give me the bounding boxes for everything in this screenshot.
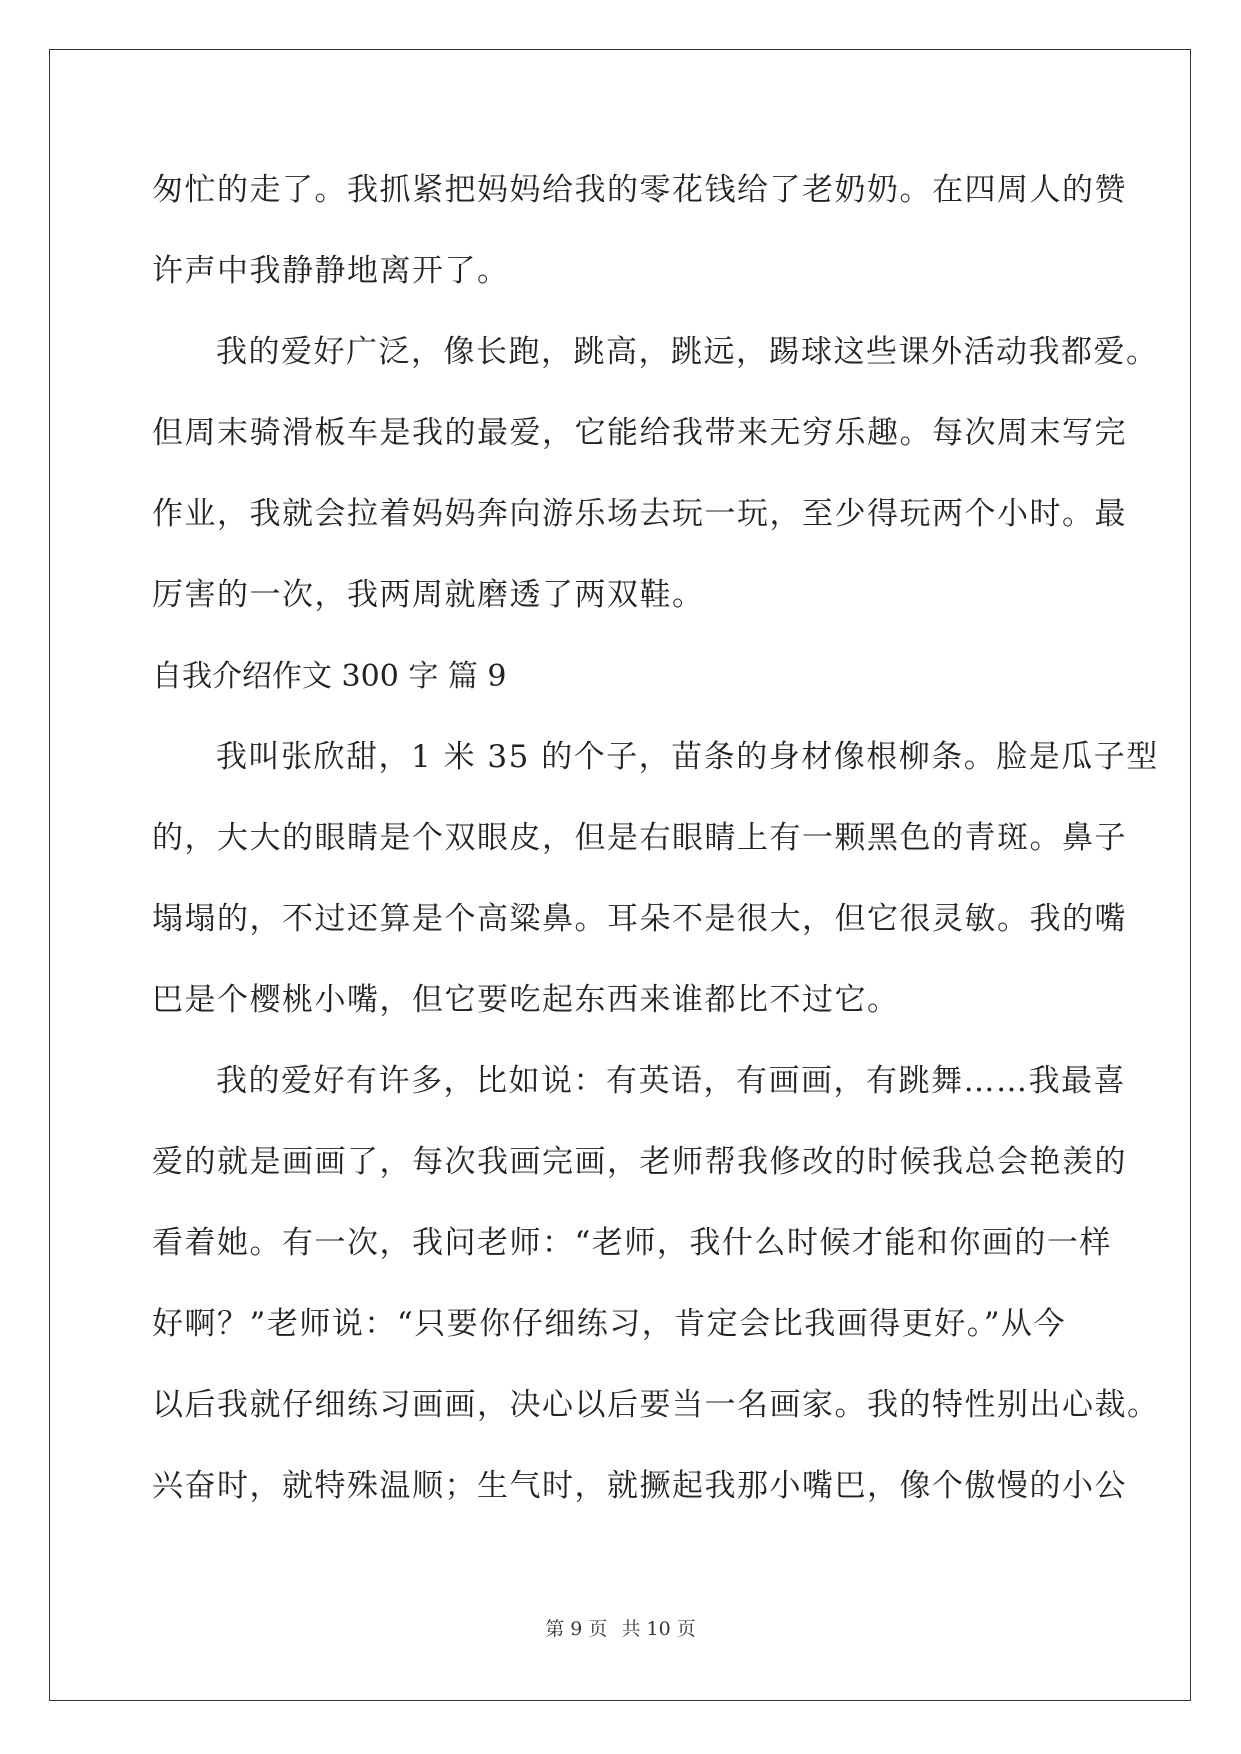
text-line: 我的爱好有许多，比如说：有英语，有画画，有跳舞……我最喜 bbox=[216, 1063, 1126, 1099]
text-line: 厉害的一次，我两周就磨透了两双鞋。 bbox=[152, 577, 705, 613]
text-line: 作业，我就会拉着妈妈奔向游乐场去玩一玩，至少得玩两个小时。最 bbox=[152, 496, 1127, 532]
text-line: 以后我就仔细练习画画，决心以后要当一名画家。我的特性别出心裁。 bbox=[152, 1387, 1160, 1423]
page-footer bbox=[0, 1614, 1241, 1641]
paragraph bbox=[152, 150, 1127, 312]
paragraph bbox=[152, 312, 1159, 636]
text-line: 但周末骑滑板车是我的最爱，它能给我带来无穷乐趣。每次周末写完 bbox=[152, 415, 1127, 451]
text-line: 兴奋时，就特殊温顺；生气时，就撅起我那小嘴巴，像个傲慢的小公 bbox=[152, 1468, 1127, 1504]
page-total: 共 10 页 bbox=[621, 1618, 696, 1640]
text-line: 巴是个樱桃小嘴，但它要吃起东西来谁都比不过它。 bbox=[152, 982, 900, 1018]
text-line: 许声中我静静地离开了。 bbox=[152, 253, 510, 289]
text-line: 塌塌的，不过还算是个高粱鼻。耳朵不是很大，但它很灵敏。我的嘴 bbox=[152, 901, 1127, 937]
text-line: 我叫张欣甜，1 米 35 的个子，苗条的身材像根柳条。脸是瓜子型 bbox=[216, 739, 1159, 775]
section-heading: 自我介绍作文 300 字 篇 9 bbox=[152, 659, 507, 694]
text-line: 我的爱好广泛，像长跑，跳高，跳远，踢球这些课外活动我都爱。 bbox=[216, 334, 1159, 370]
text-line: 好啊？”老师说：“只要你仔细练习，肯定会比我画得更好。”从今 bbox=[152, 1306, 1067, 1342]
text-line: 爱的就是画画了，每次我画完画，老师帮我修改的时候我总会艳羡的 bbox=[152, 1144, 1127, 1180]
text-line: 的，大大的眼睛是个双眼皮，但是右眼睛上有一颗黑色的青斑。鼻子 bbox=[152, 820, 1127, 856]
page-number: 第 9 页 bbox=[545, 1618, 608, 1640]
text-line: 匆忙的走了。我抓紧把妈妈给我的零花钱给了老奶奶。在四周人的赞 bbox=[152, 172, 1127, 208]
paragraph bbox=[152, 1041, 1160, 1527]
document-body bbox=[152, 150, 1160, 1527]
paragraph bbox=[152, 717, 1159, 1041]
text-line: 看着她。有一次，我问老师：“老师，我什么时候才能和你画的一样 bbox=[152, 1225, 1112, 1261]
